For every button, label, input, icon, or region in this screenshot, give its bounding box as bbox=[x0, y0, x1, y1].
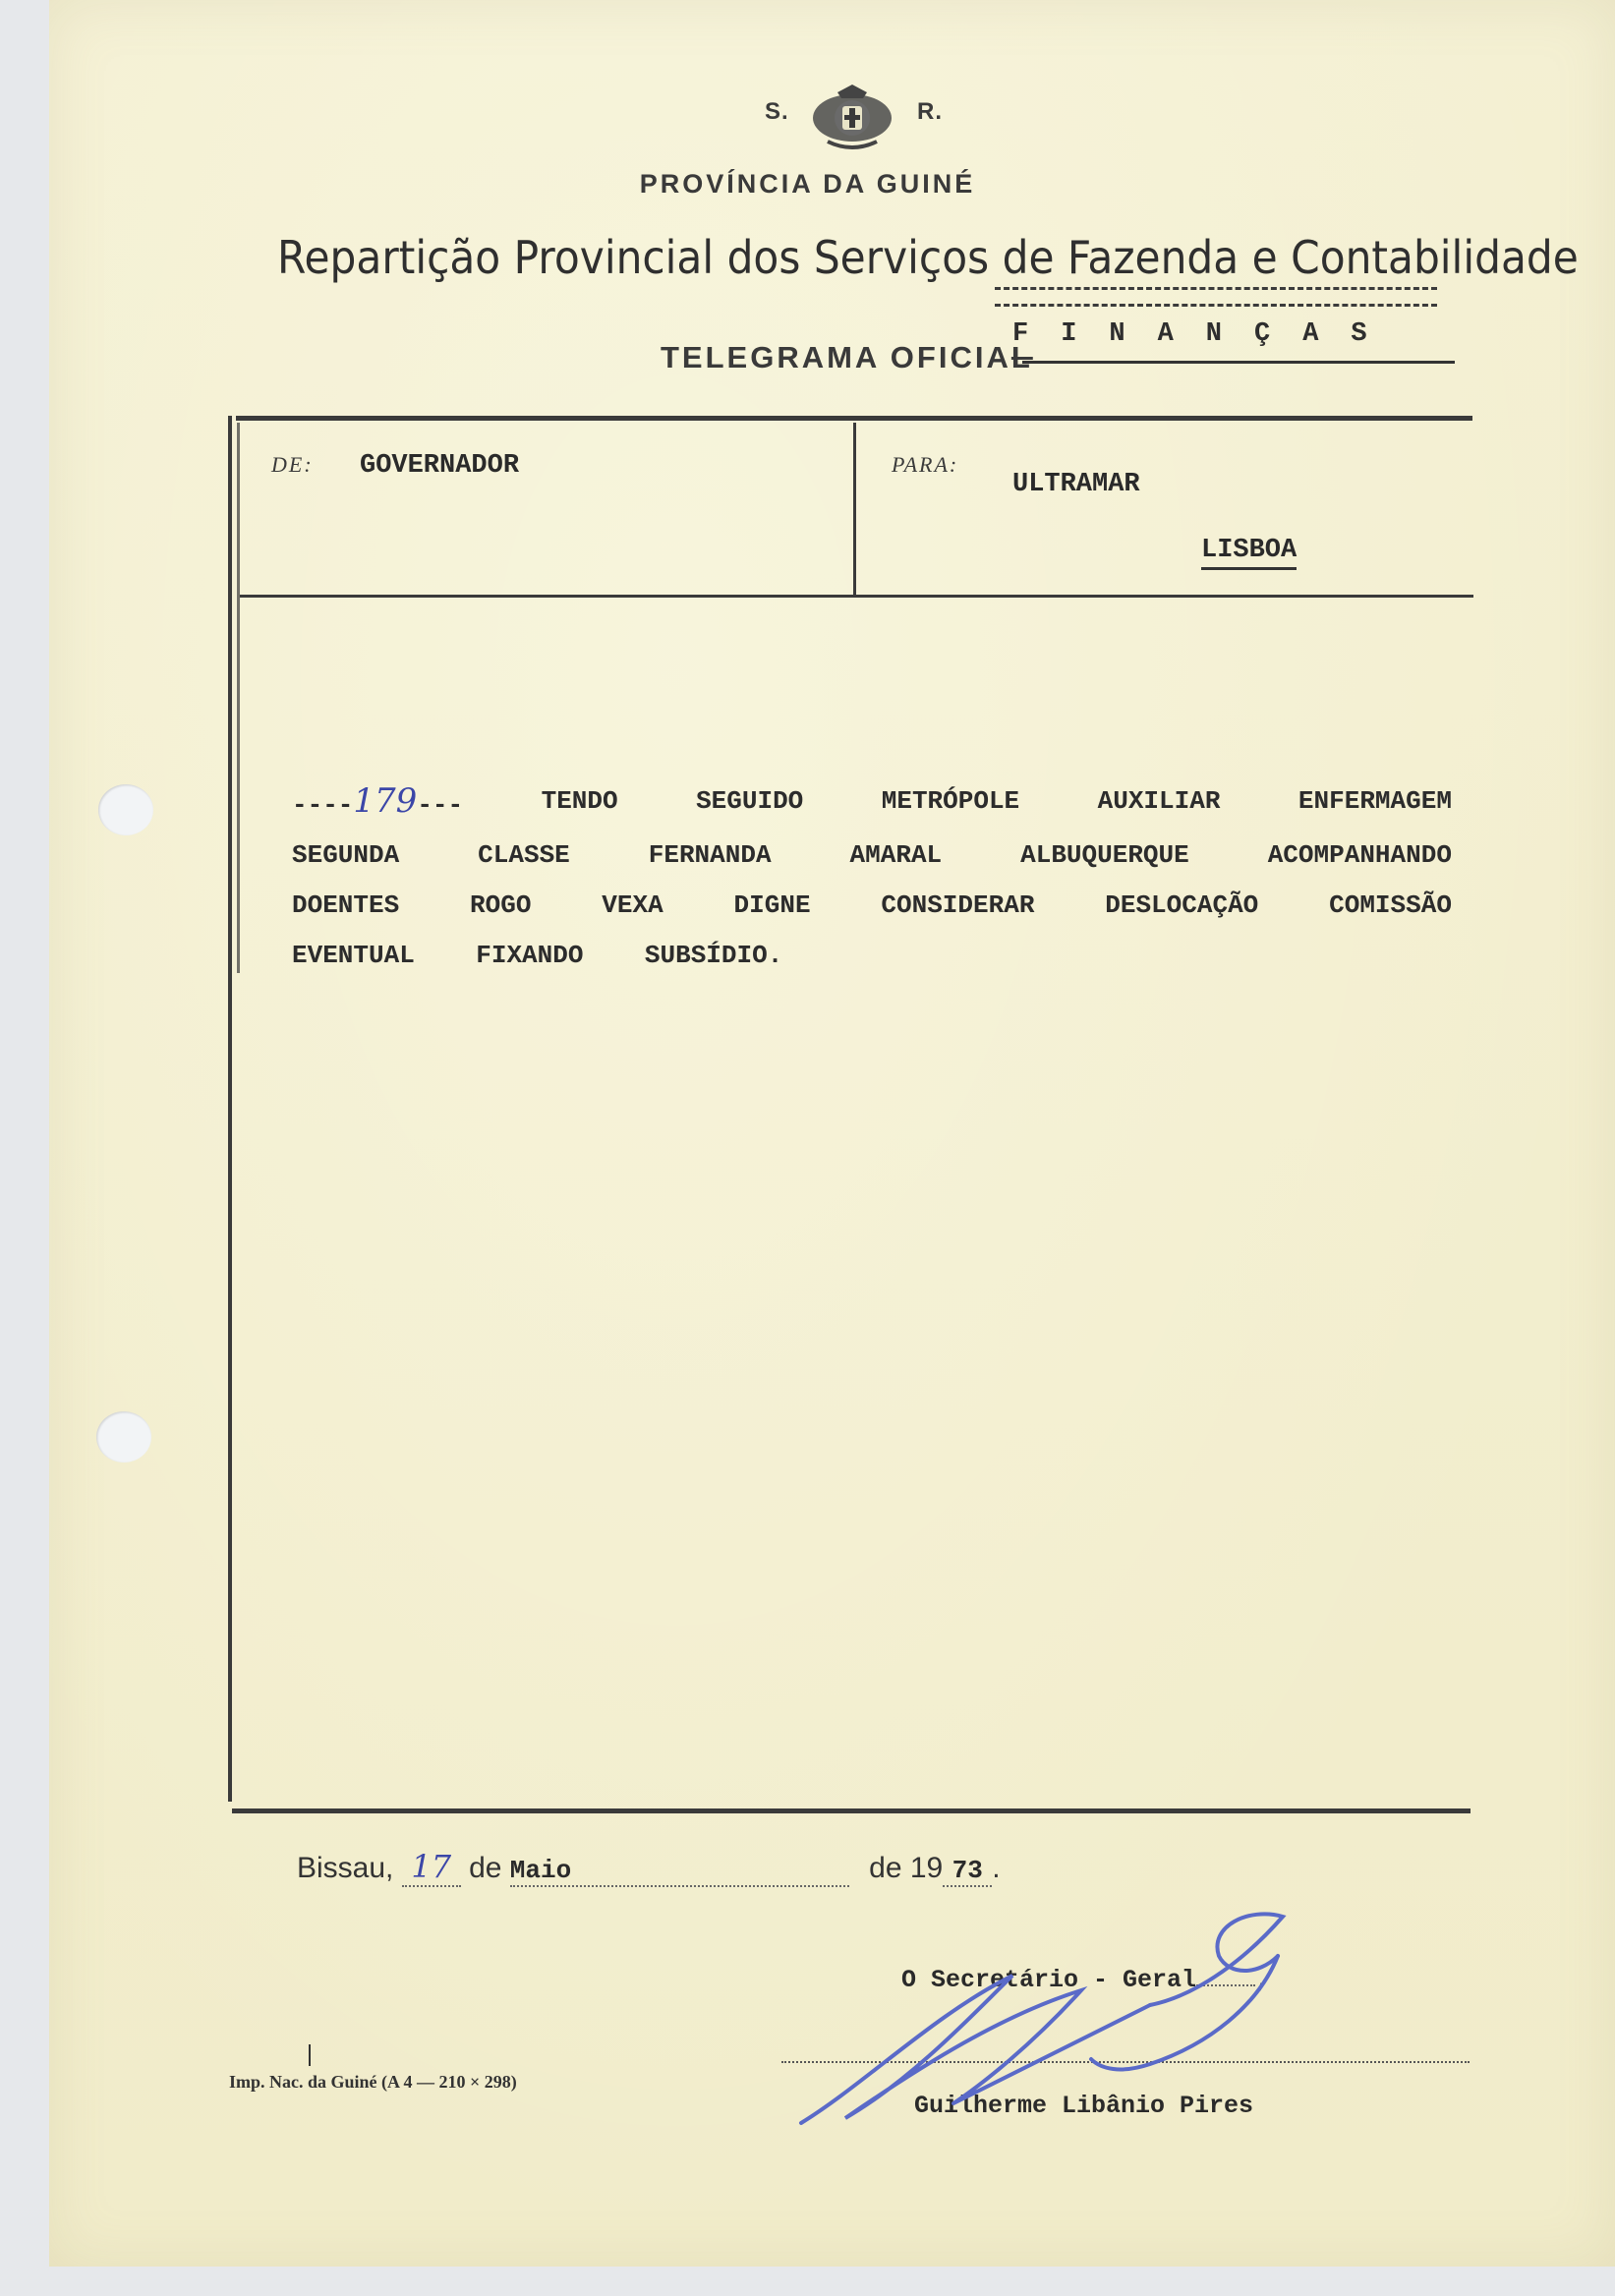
word: SUBSÍDIO. bbox=[644, 941, 783, 970]
word: DESLOCAÇÃO bbox=[1105, 890, 1259, 920]
message-line-4 bbox=[292, 931, 1452, 981]
imprint-tick bbox=[309, 2044, 311, 2066]
s-label: S. bbox=[765, 98, 789, 125]
department-title bbox=[277, 231, 1579, 284]
province-title: PROVÍNCIA DA GUINÉ bbox=[639, 169, 976, 199]
word: METRÓPOLE bbox=[881, 786, 1020, 816]
bottom-rule bbox=[232, 1808, 1471, 1813]
word: SEGUIDO bbox=[696, 786, 804, 816]
word: VEXA bbox=[602, 890, 663, 920]
message-line-3 bbox=[292, 881, 1452, 931]
from-value: GOVERNADOR bbox=[360, 451, 520, 481]
from-label: DE: bbox=[271, 452, 314, 477]
coat-of-arms-icon bbox=[808, 81, 896, 154]
imprint-text: Imp. Nac. da Guiné (A 4 — 210 × 298) bbox=[229, 2072, 517, 2092]
date-day: 17 bbox=[402, 1848, 461, 1887]
message-line-1 bbox=[292, 776, 1452, 831]
word: AMARAL bbox=[849, 840, 943, 870]
date-line bbox=[297, 1848, 1001, 1887]
date-de-1: de bbox=[469, 1852, 502, 1884]
address-divider bbox=[853, 423, 856, 595]
word: FERNANDA bbox=[648, 840, 772, 870]
department-title-plain: Repartição Provincial dos Serviços de F bbox=[277, 231, 1088, 284]
date-place: Bissau, bbox=[297, 1852, 394, 1884]
signer-title-comma: , bbox=[1255, 1966, 1271, 1994]
word: AUXILIAR bbox=[1097, 786, 1221, 816]
left-rule bbox=[228, 416, 232, 1802]
word: EVENTUAL bbox=[292, 941, 415, 970]
message-number: 179 bbox=[353, 781, 418, 821]
financas-overtype: FINANÇAS bbox=[1012, 319, 1400, 349]
word: CONSIDERAR bbox=[881, 890, 1035, 920]
handwritten-signature bbox=[786, 1897, 1337, 2152]
message-suffix: --- bbox=[417, 790, 464, 820]
word: COMISSÃO bbox=[1329, 890, 1452, 920]
to-value: ULTRAMAR bbox=[1012, 470, 1140, 499]
word: ALBUQUERQUE bbox=[1020, 840, 1189, 870]
word: DOENTES bbox=[292, 890, 400, 920]
word: SEGUNDA bbox=[292, 840, 400, 870]
to-label: PARA: bbox=[892, 452, 959, 477]
form-title-struck: L bbox=[1010, 340, 1033, 374]
word: TENDO bbox=[541, 786, 618, 816]
signer-name: Guilherme Libânio Pires bbox=[914, 2092, 1254, 2120]
address-bottom-rule bbox=[240, 595, 1473, 598]
date-month: Maio bbox=[510, 1856, 849, 1887]
department-strikeout bbox=[995, 287, 1437, 307]
department-title-struck: azenda e Contabilidade bbox=[1087, 231, 1579, 284]
date-de-2: de 19 bbox=[869, 1852, 944, 1884]
message-line-2 bbox=[292, 831, 1452, 881]
message-body bbox=[292, 776, 1452, 981]
word: FIXANDO bbox=[476, 941, 584, 970]
punch-hole-top bbox=[98, 784, 153, 835]
date-year: 73 bbox=[943, 1856, 992, 1887]
financas-underline bbox=[1022, 361, 1455, 364]
word: DIGNE bbox=[733, 890, 811, 920]
left-rule-inner bbox=[237, 423, 240, 973]
top-rule bbox=[236, 416, 1472, 421]
signer-title-text: O Secretário - Geral bbox=[901, 1966, 1197, 1994]
word: CLASSE bbox=[478, 840, 570, 870]
date-period: . bbox=[992, 1852, 1001, 1884]
word: ROGO bbox=[470, 890, 532, 920]
punch-hole-bottom bbox=[96, 1411, 151, 1463]
word: ACOMPANHANDO bbox=[1267, 840, 1452, 870]
form-title-visible: TELEGRAMA OFICIA bbox=[661, 340, 1011, 374]
message-number-group bbox=[292, 776, 463, 831]
to-city: LISBOA bbox=[1201, 536, 1297, 570]
message-prefix: ---- bbox=[292, 790, 354, 820]
r-label: R. bbox=[917, 98, 943, 125]
form-title bbox=[661, 340, 1033, 375]
word: ENFERMAGEM bbox=[1298, 786, 1452, 816]
